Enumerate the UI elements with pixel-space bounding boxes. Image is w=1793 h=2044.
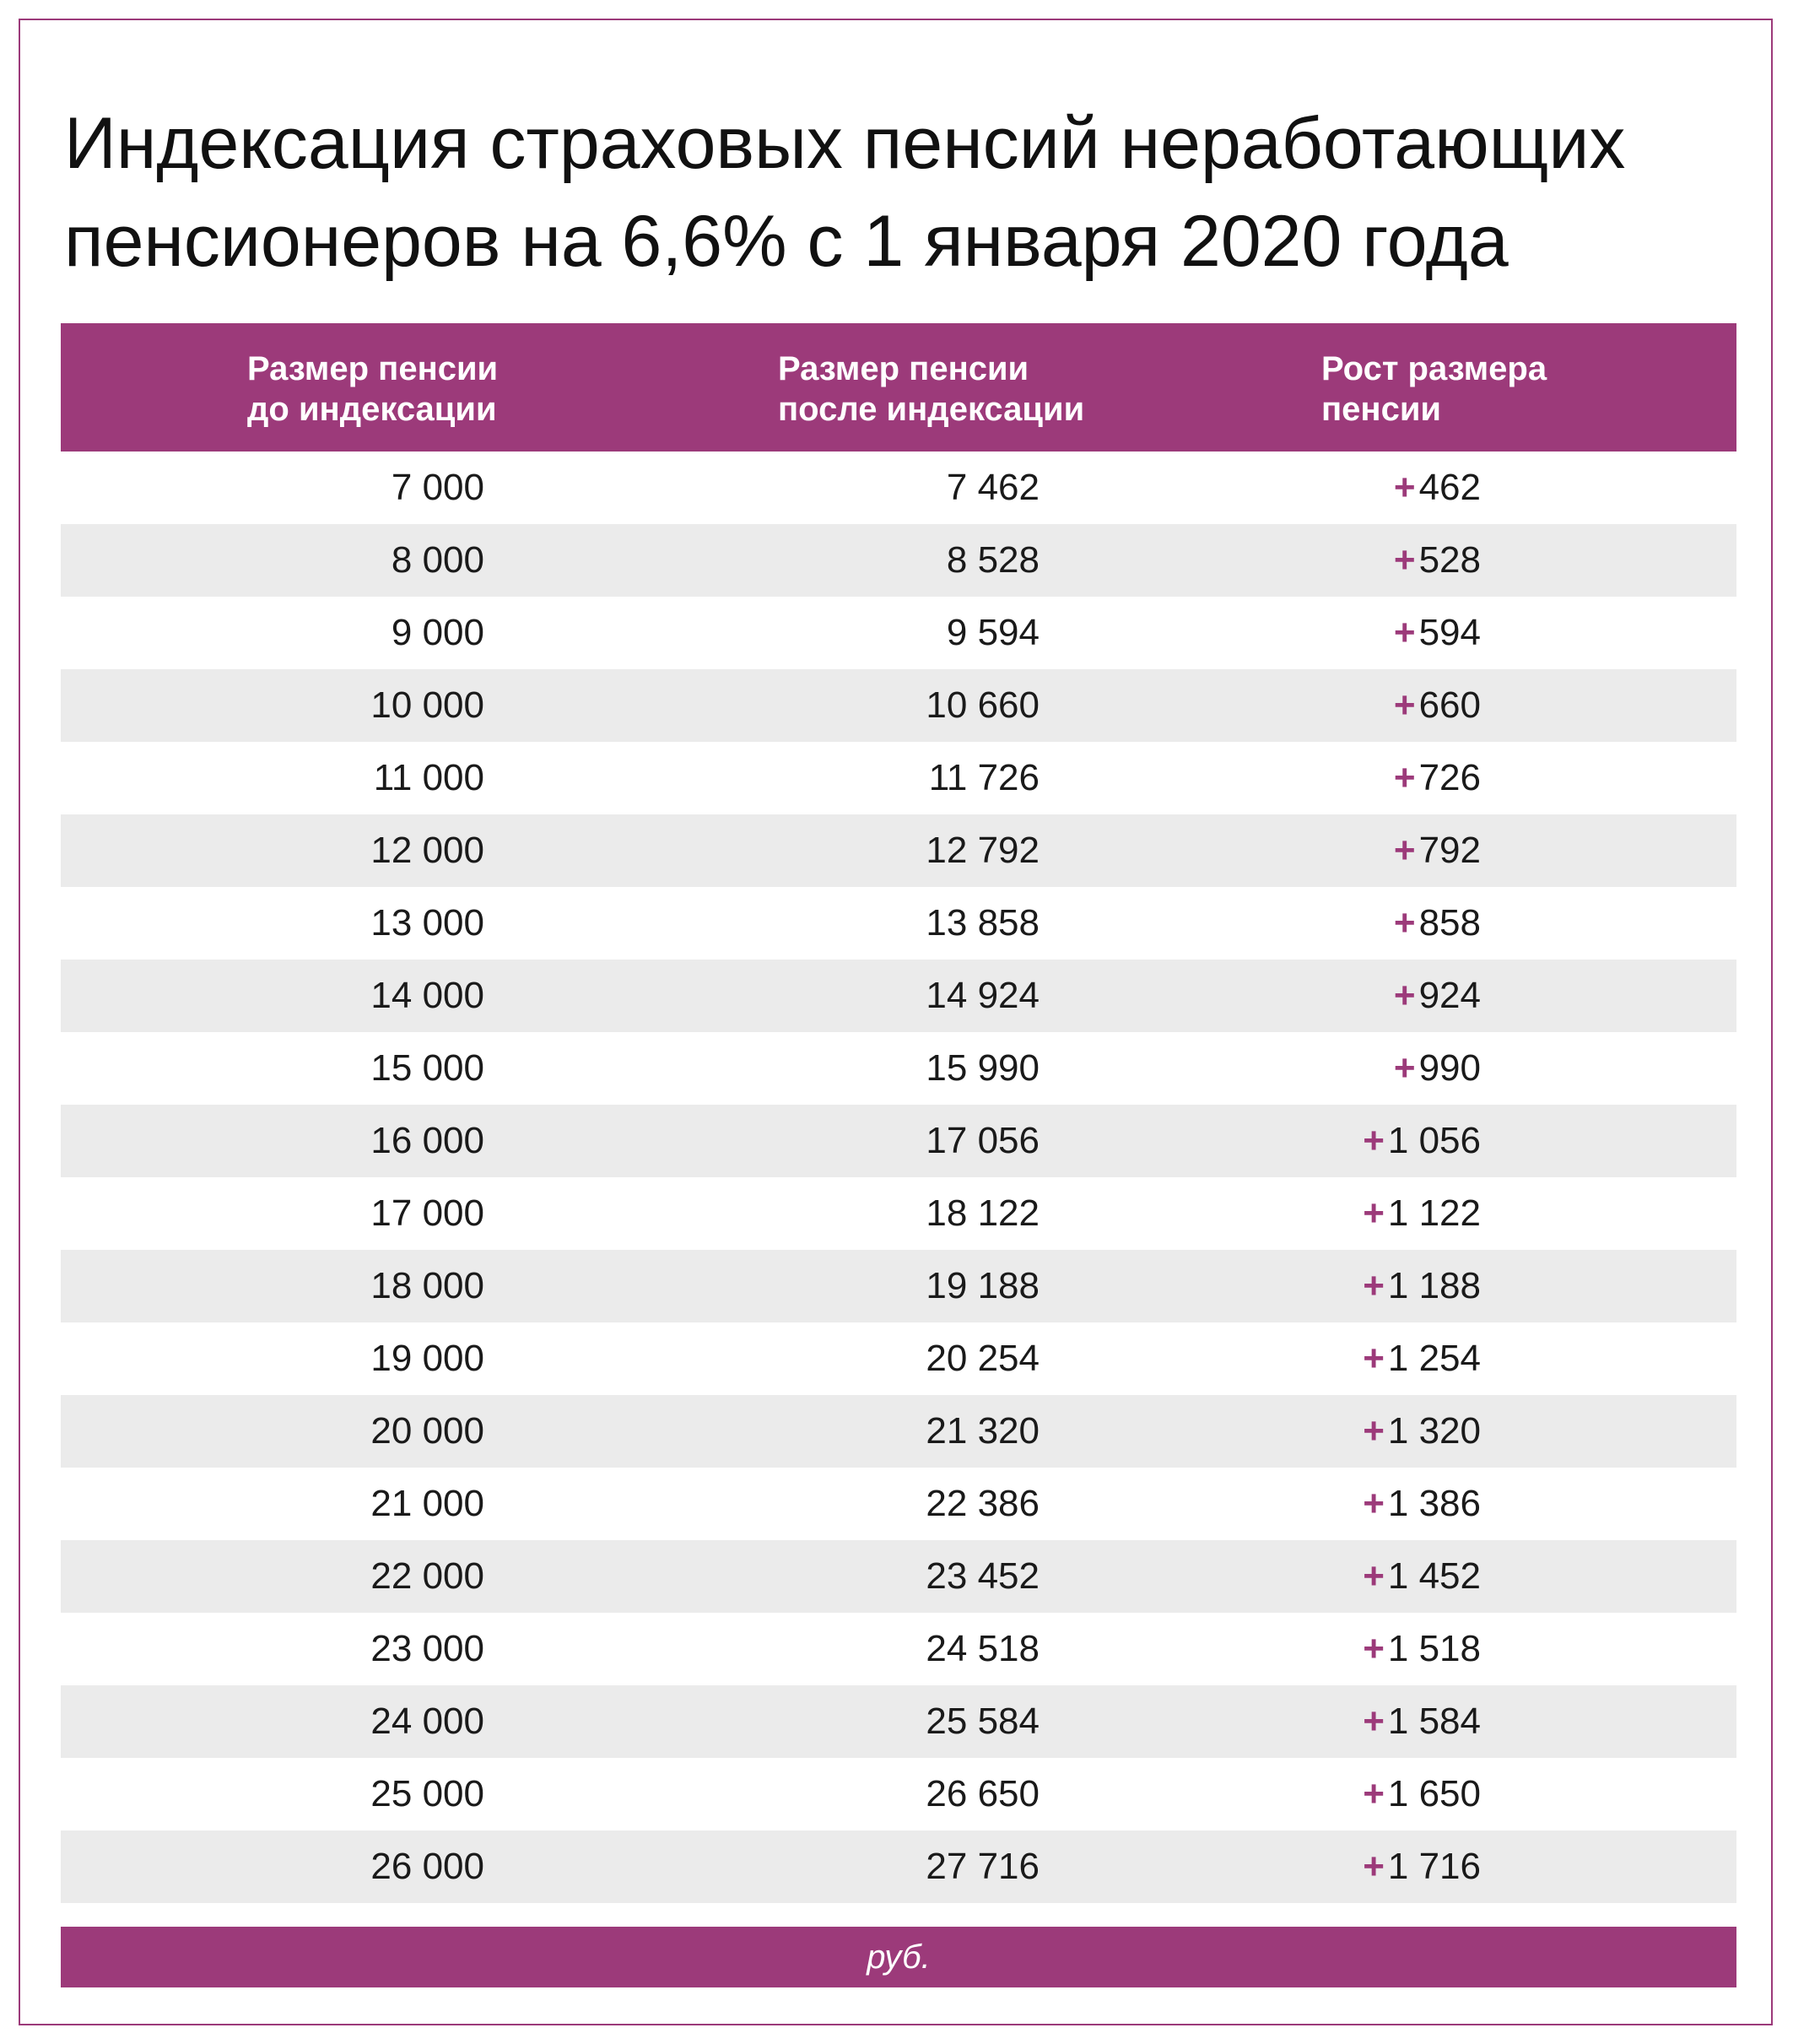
growth-value: 1 254: [1387, 1338, 1481, 1379]
cell-after: 18 122: [926, 1192, 1040, 1234]
cell-growth: [1143, 1685, 1481, 1758]
cell-after: 13 858: [926, 902, 1040, 944]
cell-growth: [1143, 669, 1481, 742]
cell-before: 23 000: [370, 1628, 484, 1669]
plus-sign: +: [1393, 467, 1416, 508]
growth-value: 1 650: [1387, 1773, 1481, 1814]
cell-growth: [1143, 524, 1481, 597]
cell-after: 12 792: [926, 830, 1040, 871]
cell-after: 19 188: [926, 1265, 1040, 1306]
cell-growth: [1143, 1758, 1481, 1830]
plus-sign: +: [1393, 975, 1416, 1016]
table-row: [61, 524, 1736, 597]
cell-after: 25 584: [926, 1701, 1040, 1742]
cell-growth: [1143, 960, 1481, 1032]
header-after-line-2: после индексации: [778, 391, 1085, 428]
table-row: [61, 1468, 1736, 1540]
growth-value: 660: [1418, 684, 1481, 726]
table-row: [61, 1540, 1736, 1613]
plus-sign: +: [1393, 902, 1416, 944]
cell-before: 8 000: [391, 539, 484, 581]
plus-sign: +: [1363, 1773, 1385, 1814]
cell-growth: [1143, 1322, 1481, 1395]
table-body: [61, 452, 1736, 1903]
cell-growth: [1143, 597, 1481, 669]
unit-footer: руб.: [61, 1927, 1736, 1987]
cell-before: 15 000: [370, 1047, 484, 1089]
cell-growth: [1143, 1468, 1481, 1540]
plus-sign: +: [1363, 1192, 1385, 1234]
pension-table: [61, 323, 1736, 1903]
plus-sign: +: [1363, 1338, 1385, 1379]
cell-before: 7 000: [391, 467, 484, 508]
cell-growth: [1143, 1395, 1481, 1468]
cell-growth: [1143, 1830, 1481, 1903]
growth-value: 1 584: [1387, 1701, 1481, 1742]
cell-after: 7 462: [946, 467, 1040, 508]
header-growth-line-1: Рост размера: [1321, 350, 1547, 387]
growth-value: 726: [1418, 757, 1481, 798]
table-row: [61, 1613, 1736, 1685]
growth-value: 792: [1418, 830, 1481, 871]
growth-value: 1 320: [1387, 1410, 1481, 1452]
header-before-line-2: до индексации: [247, 391, 497, 428]
growth-value: 858: [1418, 902, 1481, 944]
cell-before: 21 000: [370, 1483, 484, 1524]
plus-sign: +: [1363, 1120, 1385, 1161]
cell-before: 17 000: [370, 1192, 484, 1234]
header-after-indexation: [778, 349, 1200, 430]
cell-after: 26 650: [926, 1773, 1040, 1814]
growth-value: 1 122: [1387, 1192, 1481, 1234]
cell-before: 24 000: [370, 1701, 484, 1742]
table-row: [61, 1758, 1736, 1830]
growth-value: 594: [1418, 612, 1481, 653]
page-title: Индексация страховых пенсий неработающих пенсионеров на 6,6% с 1 января 2020 года: [64, 103, 1626, 282]
cell-growth: [1143, 742, 1481, 814]
plus-sign: +: [1363, 1483, 1385, 1524]
growth-value: 1 452: [1387, 1555, 1481, 1597]
cell-before: 13 000: [370, 902, 484, 944]
cell-after: 8 528: [946, 539, 1040, 581]
table-row: [61, 597, 1736, 669]
table-row: [61, 1830, 1736, 1903]
cell-growth: [1143, 1105, 1481, 1177]
cell-before: 10 000: [370, 684, 484, 726]
cell-before: 14 000: [370, 975, 484, 1016]
cell-after: 24 518: [926, 1628, 1040, 1669]
cell-after: 11 726: [928, 757, 1040, 798]
header-before-indexation: [247, 349, 602, 430]
header-after-line-1: Размер пенсии: [778, 350, 1029, 387]
table-row: [61, 887, 1736, 960]
cell-growth: [1143, 1250, 1481, 1322]
cell-after: 15 990: [926, 1047, 1040, 1089]
growth-value: 1 386: [1387, 1483, 1481, 1524]
plus-sign: +: [1363, 1265, 1385, 1306]
plus-sign: +: [1363, 1628, 1385, 1669]
table-row: [61, 452, 1736, 524]
table-header: [61, 323, 1736, 452]
cell-before: 9 000: [391, 612, 484, 653]
cell-growth: [1143, 1613, 1481, 1685]
cell-before: 12 000: [370, 830, 484, 871]
cell-growth: [1143, 814, 1481, 887]
growth-value: 1 188: [1387, 1265, 1481, 1306]
table-row: [61, 814, 1736, 887]
plus-sign: +: [1393, 757, 1416, 798]
cell-after: 27 716: [926, 1846, 1040, 1887]
cell-growth: [1143, 1540, 1481, 1613]
cell-before: 11 000: [373, 757, 484, 798]
table-row: [61, 1395, 1736, 1468]
cell-growth: [1143, 1032, 1481, 1105]
table-row: [61, 1250, 1736, 1322]
growth-value: 528: [1418, 539, 1481, 581]
plus-sign: +: [1363, 1410, 1385, 1452]
cell-before: 22 000: [370, 1555, 484, 1597]
table-row: [61, 1032, 1736, 1105]
plus-sign: +: [1363, 1846, 1385, 1887]
cell-after: 9 594: [946, 612, 1040, 653]
growth-value: 924: [1418, 975, 1481, 1016]
table-row: [61, 742, 1736, 814]
plus-sign: +: [1393, 830, 1416, 871]
growth-value: 1 716: [1387, 1846, 1481, 1887]
cell-before: 18 000: [370, 1265, 484, 1306]
plus-sign: +: [1393, 539, 1416, 581]
table-row: [61, 669, 1736, 742]
cell-after: 23 452: [926, 1555, 1040, 1597]
cell-after: 10 660: [926, 684, 1040, 726]
plus-sign: +: [1393, 1047, 1416, 1089]
growth-value: 1 518: [1387, 1628, 1481, 1669]
growth-value: 990: [1418, 1047, 1481, 1089]
table-row: [61, 1105, 1736, 1177]
plus-sign: +: [1393, 612, 1416, 653]
cell-before: 25 000: [370, 1773, 484, 1814]
growth-value: 462: [1418, 467, 1481, 508]
table-row: [61, 1685, 1736, 1758]
cell-after: 21 320: [926, 1410, 1040, 1452]
cell-after: 20 254: [926, 1338, 1040, 1379]
growth-value: 1 056: [1387, 1120, 1481, 1161]
cell-growth: [1143, 1177, 1481, 1250]
cell-before: 26 000: [370, 1846, 484, 1887]
cell-before: 20 000: [370, 1410, 484, 1452]
cell-growth: [1143, 887, 1481, 960]
cell-after: 14 924: [926, 975, 1040, 1016]
plus-sign: +: [1363, 1555, 1385, 1597]
cell-after: 17 056: [926, 1120, 1040, 1161]
header-growth: [1321, 349, 1659, 430]
header-before-line-1: Размер пенсии: [247, 350, 499, 387]
plus-sign: +: [1363, 1701, 1385, 1742]
table-row: [61, 960, 1736, 1032]
table-row: [61, 1322, 1736, 1395]
cell-before: 16 000: [370, 1120, 484, 1161]
cell-growth: [1143, 452, 1481, 524]
header-growth-line-2: пенсии: [1321, 391, 1441, 428]
table-row: [61, 1177, 1736, 1250]
cell-after: 22 386: [926, 1483, 1040, 1524]
cell-before: 19 000: [370, 1338, 484, 1379]
plus-sign: +: [1393, 684, 1416, 726]
